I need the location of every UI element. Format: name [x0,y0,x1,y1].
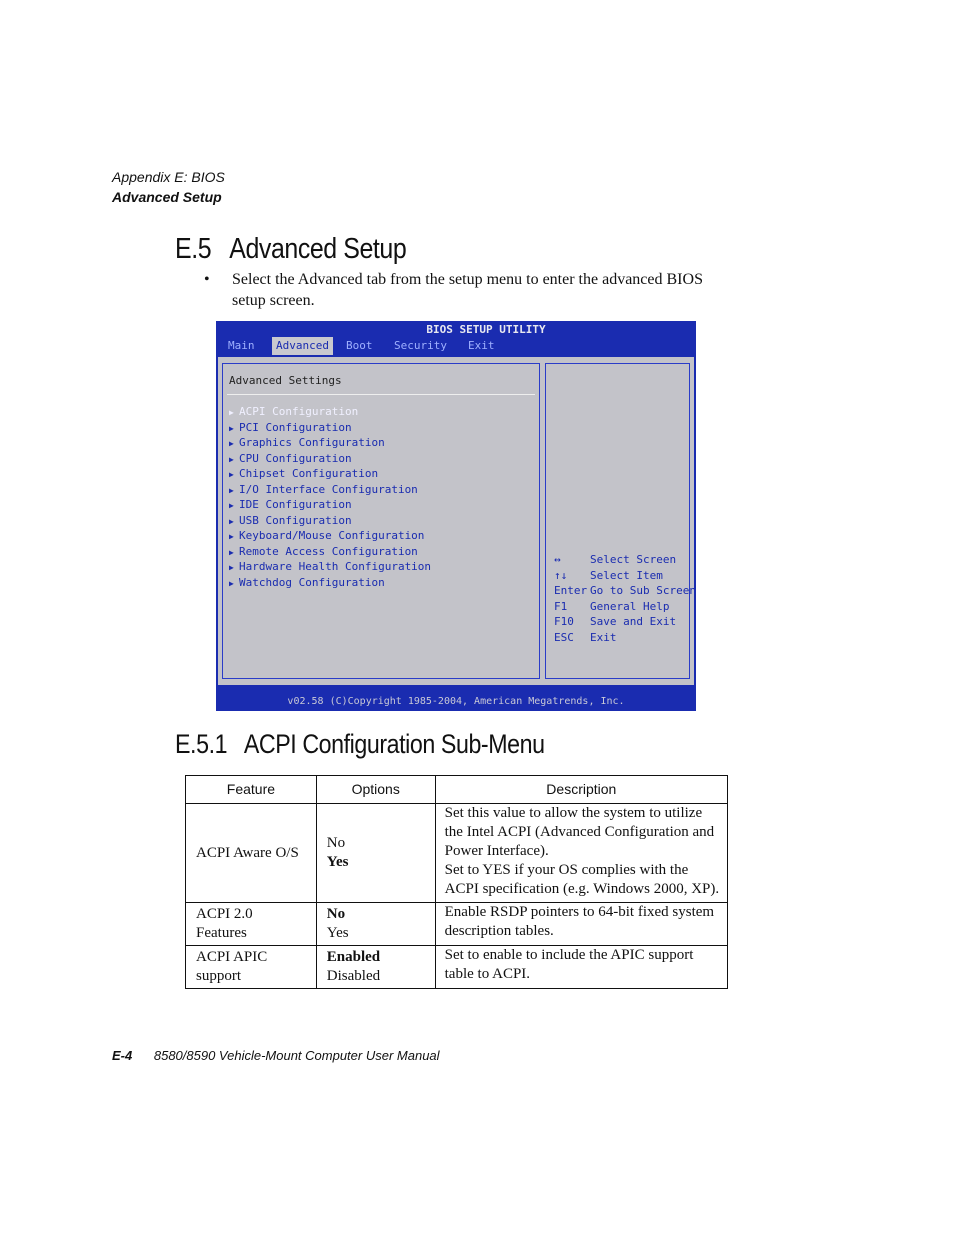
bios-tab-advanced[interactable]: Advanced [272,337,333,355]
bios-key: ↑↓ [554,568,568,582]
bios-key: ↔ [554,553,561,566]
subsection-title: E.5.1 ACPI Configuration Sub-Menu [175,729,545,759]
manual-title: 8580/8590 Vehicle-Mount Computer User Manual [153,1048,440,1063]
default-option: No [326,906,346,922]
option: No [326,835,346,851]
bios-tab-security[interactable]: Security [394,339,447,352]
bios-tab-exit[interactable]: Exit [468,339,495,352]
feature-cell: ACPI 2.0 Features [186,903,317,946]
bios-menu-item[interactable] [229,559,431,575]
page-footer [112,1048,440,1063]
bios-section-title: Advanced Settings [229,374,342,387]
triangle-right-icon: ▶ [229,563,234,572]
col-header-description: Description [435,776,727,804]
bios-menu-item[interactable] [229,435,431,451]
bios-menu-item[interactable] [229,497,431,513]
description-cell [435,903,727,946]
bios-menu-item[interactable] [229,466,431,482]
table-row [186,946,728,989]
col-header-options: Options [316,776,435,804]
bios-menu-item-label: Keyboard/Mouse Configuration [239,529,425,542]
triangle-right-icon: ▶ [229,408,234,417]
options-cell [316,804,435,903]
bios-menu-item-label: I/O Interface Configuration [239,482,418,496]
bios-menu-item-label: ACPI Configuration [239,405,359,418]
col-header-feature: Feature [186,776,317,804]
bios-menu-item-label: CPU Configuration [239,451,352,465]
bios-key-action: Select Screen [590,553,677,566]
bios-tab-boot[interactable]: Boot [346,339,373,352]
bullet-text: Select the Advanced tab from the setup menu to enter the advanced BIOS setup screen. [232,271,703,309]
bios-key-action: General Help [590,599,670,613]
bios-menu-item[interactable] [229,451,431,467]
triangle-right-icon: ▶ [229,516,234,526]
bios-key: F1 [554,599,568,613]
triangle-right-icon: ▶ [229,578,234,588]
bios-menu-item-label: USB Configuration [239,513,352,527]
default-option: Yes [326,854,349,870]
bios-help-panel [545,363,696,679]
table-row [186,804,728,903]
bios-menu-item[interactable] [229,482,431,498]
bios-body [218,357,694,685]
bios-key: F10 [554,615,574,628]
bios-key-row [554,568,696,584]
bullet-dot: • [204,271,210,288]
bios-menu-item[interactable] [229,513,431,529]
bios-key-action: Go to Sub Screen [590,584,696,597]
triangle-right-icon: ▶ [229,423,234,433]
bios-key-action: Select Item [590,568,663,582]
triangle-right-icon: ▶ [229,454,234,464]
description-cell [435,804,727,903]
description-text: Set this value to allow the system to utilize the Intel ACPI (Advanced Configuration and Power Interface). [444,805,715,859]
bios-screenshot [216,321,696,711]
bios-menu-item[interactable] [229,544,431,560]
bios-menu-item-label: Remote Access Configuration [239,544,418,558]
table-row [186,903,728,946]
bios-menu-item-label: Watchdog Configuration [239,575,385,589]
bios-key-row [554,599,696,615]
bios-divider [227,394,535,395]
bios-key-legend [554,552,696,645]
bios-key-row [554,583,696,599]
triangle-right-icon: ▶ [229,501,234,510]
description-cell [435,946,727,989]
option: Disabled [326,968,381,984]
bios-menu-item-label: Hardware Health Configuration [239,560,432,573]
bios-settings-panel [222,363,540,679]
bios-title: BIOS SETUP UTILITY [426,323,546,336]
default-option: Enabled [326,949,381,965]
option: Yes [326,925,349,941]
bios-menu-item-label: Graphics Configuration [239,436,385,449]
bios-menu-item[interactable] [229,404,431,420]
bios-key-row [554,630,696,646]
triangle-right-icon: ▶ [229,485,234,495]
triangle-right-icon: ▶ [229,532,234,541]
feature-cell: ACPI APIC support [186,946,317,989]
bios-key: ESC [554,630,574,644]
bios-tab-bar [216,337,696,357]
description-text: Enable RSDP pointers to 64-bit fixed system description tables. [444,904,715,939]
running-head-section: Advanced Setup [112,189,222,205]
bios-key: Enter [554,584,588,597]
acpi-options-table [185,775,728,989]
bios-menu-item-label: Chipset Configuration [239,467,379,480]
options-cell [316,946,435,989]
running-head-appendix: Appendix E: BIOS [112,169,225,185]
feature-cell: ACPI Aware O/S [186,804,317,903]
description-text: Set to YES if your OS complies with the ACPI specification (e.g. Windows 2000, XP). [444,862,720,897]
triangle-right-icon: ▶ [229,439,234,448]
triangle-right-icon: ▶ [229,470,234,479]
bios-key-row [554,552,696,568]
bios-menu-item[interactable] [229,575,431,591]
bios-menu-list [229,404,431,590]
bios-menu-item-label: PCI Configuration [239,420,352,434]
bios-menu-item[interactable] [229,420,431,436]
bios-menu-item[interactable] [229,528,431,544]
bios-tab-main[interactable]: Main [228,339,255,352]
options-cell [316,903,435,946]
bullet-paragraph [204,269,734,311]
bios-copyright: v02.58 (C)Copyright 1985-2004, American Megatrends, Inc. [287,696,625,707]
bios-menu-item-label: IDE Configuration [239,498,352,511]
bios-key-row [554,614,696,630]
description-text: Set to enable to include the APIC support table to ACPI. [444,947,694,982]
running-head [112,167,225,207]
bios-key-action: Exit [590,630,617,644]
bios-key-action: Save and Exit [590,615,677,628]
section-title: E.5 Advanced Setup [175,233,407,265]
triangle-right-icon: ▶ [229,547,234,557]
page-number: E-4 [112,1048,133,1063]
